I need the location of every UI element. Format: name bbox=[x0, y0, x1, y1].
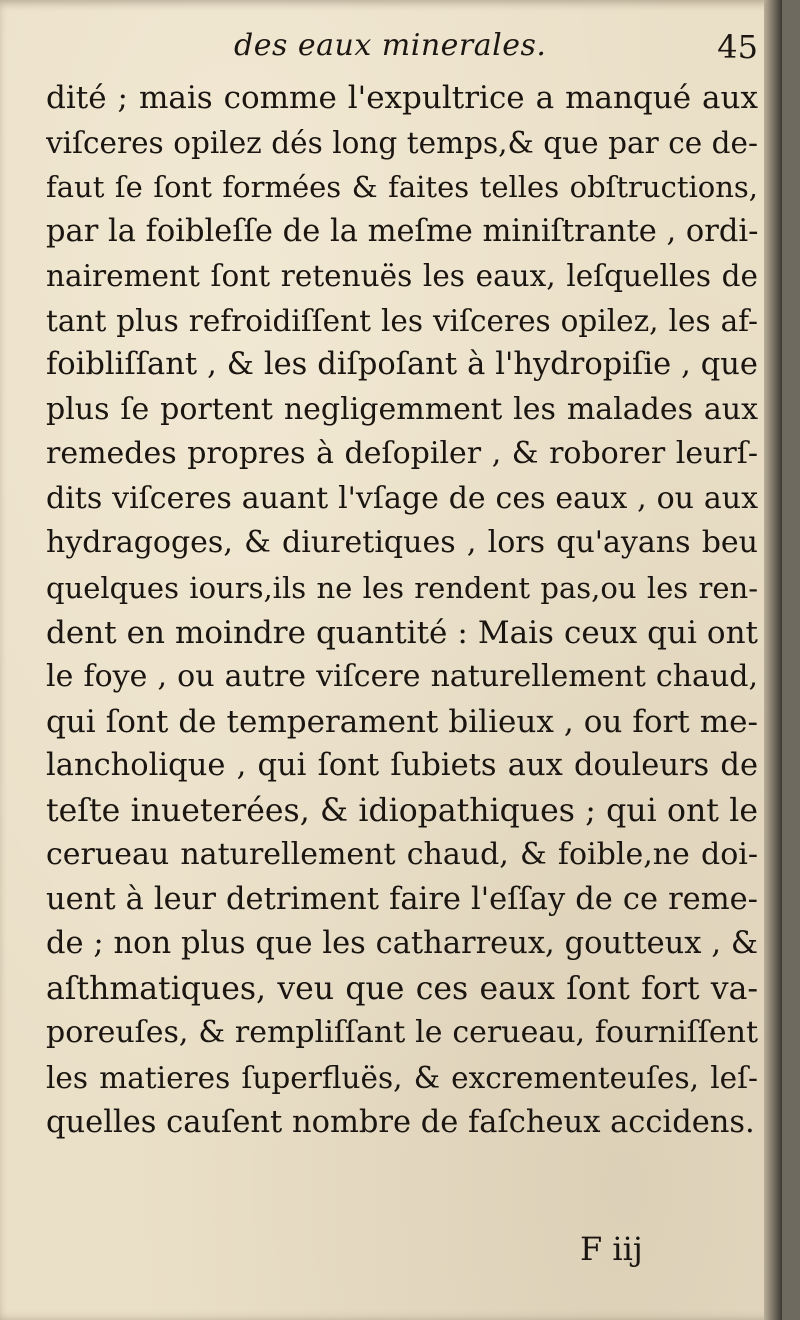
text-line: dits viſceres auant l'vſage de ces eaux , ou aux bbox=[46, 480, 758, 516]
text-line: uent à leur detriment faire l'eſſay de ce reme- bbox=[46, 881, 758, 917]
text-line: les matieres ſuperfluës, & excrementeuſes, leſ- bbox=[46, 1061, 758, 1096]
text-line: dent en moindre quantité : Mais ceux qui ont bbox=[46, 614, 758, 651]
text-line: poreuſes, & rempliſſant le cerueau, fourniſſent bbox=[46, 1015, 758, 1051]
text-line: cerueau naturellement chaud, & foible,ne doi- bbox=[46, 837, 758, 873]
text-line: nairement ſont retenuës les eaux, leſquelles de bbox=[46, 259, 758, 294]
text-line: foibliſſant , & les diſpoſant à l'hydropiſie , que bbox=[46, 347, 758, 383]
text-line: faut ſe ſont formées & faites telles obſtructions, bbox=[46, 170, 758, 205]
page-number: 45 bbox=[717, 28, 758, 66]
text-line: hydragoges, & diuretiques , lors qu'ayans beu bbox=[46, 525, 758, 561]
text-line: quelques iours,ils ne les rendent pas,ou les ren- bbox=[46, 571, 758, 606]
text-line: lancholique , qui ſont ſubiets aux douleurs de bbox=[46, 748, 758, 784]
text-line: qui ſont de temperament bilieux , ou fort me- bbox=[46, 703, 758, 740]
text-line: de ; non plus que les catharreux, goutteux , & bbox=[46, 926, 758, 962]
text-line: remedes propres à deſopiler , & roborer leurſ- bbox=[46, 436, 758, 472]
text-line: viſceres opilez dés long temps,& que par ce de- bbox=[46, 125, 758, 160]
text-line: dité ; mais comme l'expultrice a manqué aux bbox=[46, 80, 758, 116]
text-line: quelles cauſent nombre de faſcheux accidens. bbox=[46, 1104, 755, 1140]
text-line: plus ſe portent negligemment les malades aux bbox=[46, 391, 758, 427]
page-edge bbox=[764, 0, 782, 1320]
text-line: le foye , ou autre viſcere naturellement chaud, bbox=[46, 659, 758, 695]
running-head: des eaux minerales. bbox=[234, 28, 547, 63]
text-line: teſte inueterées, & idiopathiques ; qui ont le bbox=[46, 792, 758, 829]
page-header bbox=[46, 28, 758, 78]
text-line: aſthmatiques, veu que ces eaux ſont fort va- bbox=[46, 970, 758, 1007]
signature-mark: F iij bbox=[580, 1230, 643, 1268]
body-text bbox=[46, 76, 758, 1145]
text-line: par la foibleſſe de la meſme miniſtrante , ordi- bbox=[46, 213, 758, 249]
text-line: tant plus refroidiſſent les viſceres opilez, les af- bbox=[46, 303, 758, 338]
